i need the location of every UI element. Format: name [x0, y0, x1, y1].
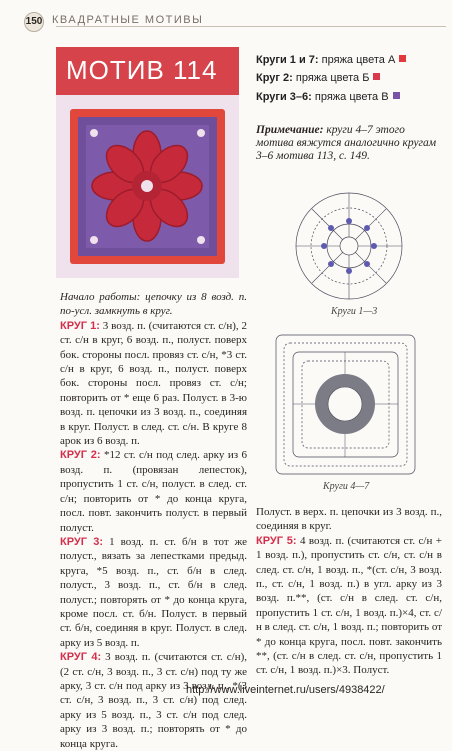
instructions-left	[60, 290, 247, 751]
yarn-row: Круги 1 и 7: пряжа цвета А	[256, 54, 406, 66]
note-text: круги 4–7 этого мотива вяжутся аналогично кругам 3–6 мотива 113, с. 149.	[256, 124, 437, 162]
color-swatch	[393, 92, 400, 99]
diagram-caption: Круги 1—3	[331, 306, 378, 317]
instruction-paragraph: КРУГ 1: 3 возд. п. (считаются ст. с/н), 2 ст. с/н в круг, 6 возд. п., полуст. поверх бок. стороны посл. провяз ст. с/н, *3 ст. с/н в круг, 6 возд. п., полуст. поверх бок. стороны посл. провяз ст. с/н; повторить от * еще 6 раз. Полуст. в 3-ю возд. п. цепочки из 3 возд. п., соединяя в круг. Полуст. в след. ст. с/н. В круге 8 арок из 6 возд. п.	[60, 319, 248, 448]
instructions-right	[256, 505, 442, 678]
motif-title: МОТИВ 114	[66, 55, 218, 85]
note	[256, 124, 442, 163]
instruction-paragraph: КРУГ 2: *12 ст. с/н под след. арку из 6 возд. п. (провязан лепесток), пропустить 1 ст. с/н, полуст. в след. ст. с/н; повторить от * до конца круга, посл. повт. закончить полуст. в первый полуст.	[60, 449, 247, 534]
motif-photo	[56, 95, 239, 278]
running-title: КВАДРАТНЫЕ МОТИВЫ	[52, 14, 204, 26]
color-swatch	[373, 73, 380, 80]
instruction-paragraph: Полуст. в верх. п. цепочки из 3 возд. п., соединяя в круг.	[256, 506, 442, 533]
color-swatch	[399, 55, 406, 62]
instruction-paragraph: КРУГ 4: 3 возд. п. (считаются ст. с/н), (2 ст. с/н, 3 возд. п., 3 ст. с/н) под ту же арку, 3 ст. с/н под арку из 3 возд. п., *(3 ст. с/н, 3 возд. п., 3 ст. с/н) под след. арку из 5 возд. п., 3 ст. с/н под след. арку из 3 возд. п.; повторять от * до конца круга.	[60, 651, 248, 750]
instruction-paragraph: КРУГ 3: 1 возд. п. ст. б/н в тот же полуст., вязать за лепестками предыд. круга, *5 возд. п., ст. б/н в след. полуст., 3 возд. п., ст. б/н в след. полуст.; повторять от * до конца круга, кроме посл. ст. б/н. Полуст. в первый ст. б/н, соединяя в круг. Полуст. в след. арку из 5 возд. п.	[60, 535, 248, 649]
crochet-diagram-rounds-4-7	[273, 332, 418, 477]
note-label: Примечание:	[256, 124, 324, 136]
page-number: 150	[24, 12, 44, 32]
yarn-row: Круг 2: пряжа цвета Б	[256, 72, 380, 84]
instruction-paragraph: КРУГ 5: 4 возд. п. (считаются ст. с/н + 1 возд. п.), пропустить ст. с/н, ст. с/н в след. ст. с/н, 1 возд. п., *(ст. с/н, 3 возд. п., ст. с/н, 1 возд. п.) в угл. арку из 3 возд. п.**, (ст. с/н в след. ст. с/н, пропустить 1 ст. с/н, 1 возд. п.)×4, ст. с/н в след. ст. с/н, 1 возд. п.; повторить от * до конца круга, посл. повт. закончить **, (ст. с/н в след. ст. с/н, пропустить 1 ст. с/н, 1 возд. п.)×3. Полуст.	[256, 534, 442, 677]
watermark-url: http://www.liveinternet.ru/users/4938422/	[186, 684, 385, 696]
instruction-paragraph: Начало работы: цепочку из 8 возд. п. по-усл. замкнуть в круг.	[60, 291, 247, 318]
yarn-row: Круги 3–6: пряжа цвета В	[256, 91, 400, 103]
header-rule	[56, 26, 446, 27]
crochet-diagram-rounds-1-3	[293, 190, 405, 302]
diagram-caption: Круги 4—7	[323, 481, 370, 492]
